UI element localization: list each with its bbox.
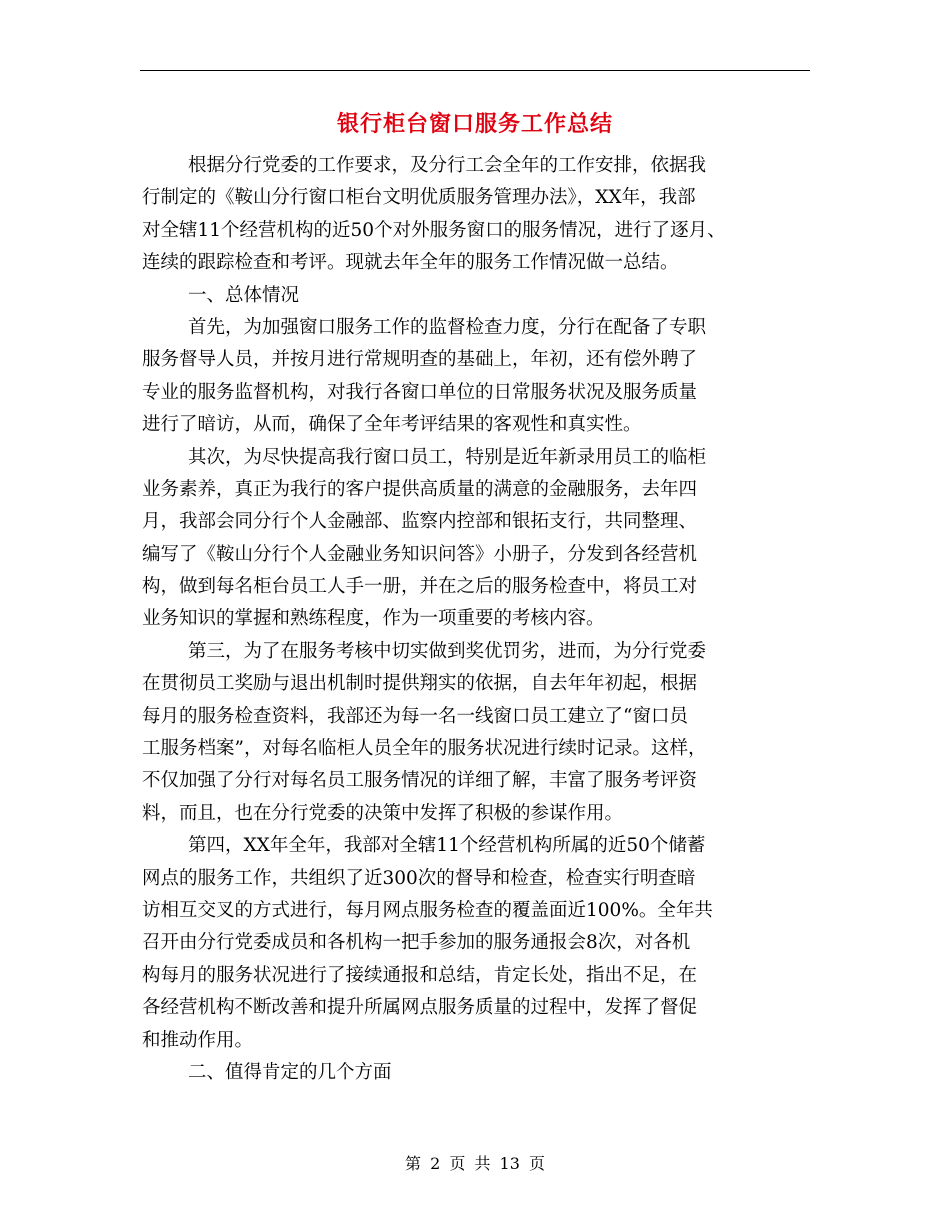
text-line: 对全辖11个经营机构的近50个对外服务窗口的服务情况，进行了逐月、 <box>142 219 726 241</box>
text-line: 编写了《鞍山分行个人金融业务知识问答》小册子，分发到各经营机 <box>142 543 698 565</box>
text-line: 构，做到每名柜台员工人手一册，并在之后的服务检查中，将员工对 <box>142 576 698 598</box>
document-title: 银行柜台窗口服务工作总结 <box>336 111 613 137</box>
text-line: 二、值得肯定的几个方面 <box>188 1061 392 1083</box>
text-line: 首先，为加强窗口服务工作的监督检查力度，分行在配备了专职 <box>188 316 707 338</box>
text-line: 工服务档案”，对每名临柜人员全年的服务状况进行续时记录。这样， <box>142 738 707 760</box>
text-line: 连续的跟踪检查和考评。现就去年全年的服务工作情况做一总结。 <box>142 252 679 274</box>
text-line: 第四，XX年全年，我部对全辖11个经营机构所属的近50个储蓄 <box>188 835 706 857</box>
text-line: 料，而且，也在分行党委的决策中发挥了积极的参谋作用。 <box>142 802 624 824</box>
text-line: 召开由分行党委成员和各机构一把手参加的服务通报会8次，对各机 <box>142 932 691 954</box>
text-line: 行制定的《鞍山分行窗口柜台文明优质服务管理办法》，XX年，我部 <box>142 187 696 209</box>
text-line: 根据分行党委的工作要求，及分行工会全年的工作安排，依据我 <box>188 155 707 176</box>
text-line: 各经营机构不断改善和提升所属网点服务质量的过程中，发挥了督促 <box>142 997 698 1019</box>
header-rule <box>140 70 810 71</box>
page-footer: 第 2 页 共 13 页 <box>405 1154 545 1173</box>
document-body <box>142 150 822 1089</box>
text-line: 在贯彻员工奖励与退出机制时提供翔实的依据，自去年年初起，根据 <box>142 673 698 695</box>
text-line: 构每月的服务状况进行了接续通报和总结，肯定长处，指出不足，在 <box>142 964 698 986</box>
text-line: 业务知识的掌握和熟练程度，作为一项重要的考核内容。 <box>142 608 605 630</box>
text-line: 业务素养，真正为我行的客户提供高质量的满意的金融服务，去年四 <box>142 478 698 500</box>
text-line: 每月的服务检查资料，我部还为每一名一线窗口员工建立了“窗口员 <box>142 705 688 727</box>
text-line: 服务督导人员，并按月进行常规明查的基础上，年初，还有偿外聘了 <box>142 349 698 371</box>
text-line: 第三，为了在服务考核中切实做到奖优罚劣，进而，为分行党委 <box>188 640 707 662</box>
text-line: 进行了暗访，从而，确保了全年考评结果的客观性和真实性。 <box>142 414 642 436</box>
text-line: 其次，为尽快提高我行窗口员工，特别是近年新录用员工的临柜 <box>188 446 707 468</box>
text-line: 专业的服务监督机构，对我行各窗口单位的日常服务状况及服务质量 <box>142 381 698 403</box>
text-line: 一、总体情况 <box>188 284 300 306</box>
text-line: 月，我部会同分行个人金融部、监察内控部和银拓支行，共同整理、 <box>142 511 698 533</box>
text-line: 访相互交叉的方式进行，每月网点服务检查的覆盖面近100%。全年共 <box>142 899 713 921</box>
text-line: 不仅加强了分行对每名员工服务情况的详细了解，丰富了服务考评资 <box>142 770 698 792</box>
text-line: 和推动作用。 <box>142 1029 254 1051</box>
text-line: 网点的服务工作，共组织了近300次的督导和检查，检查实行明查暗 <box>142 867 696 889</box>
